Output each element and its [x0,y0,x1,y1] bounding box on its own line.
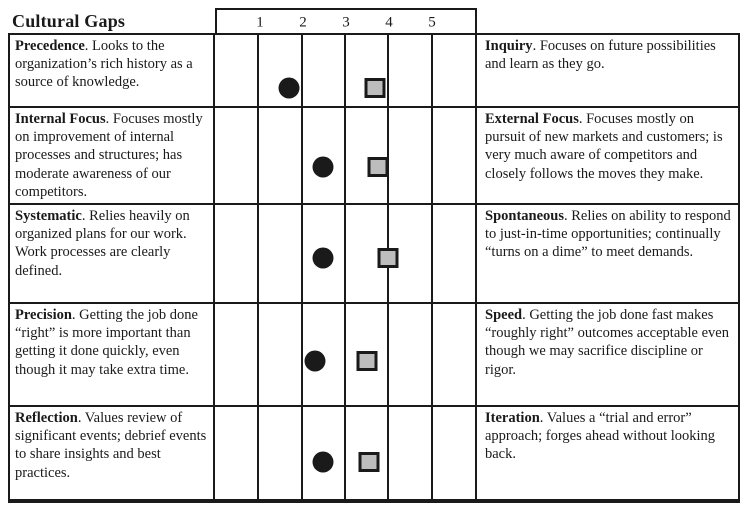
grid-line [257,108,259,203]
grid-line [301,205,303,302]
left-description-term: Precedence [15,38,85,54]
header-title-cell [8,8,215,33]
right-description [477,108,738,203]
right-description-term: Spontaneous [485,208,564,224]
scale-grid [215,304,477,405]
right-description-term: Iteration [485,410,540,426]
right-description-text: . Getting the job done fast makes “roughly right” outcomes acceptable even though we may sacrifice discipline or rigor. [485,307,729,378]
cultural-gaps-table [8,8,740,503]
scale-label: 1 [256,14,264,31]
table-row [10,304,738,407]
header-spacer [477,8,740,33]
square-marker [356,351,377,371]
grid-line [344,205,346,302]
left-description-text: . Values review of significant events; debrief events to share insights and best practices. [15,410,207,481]
square-marker [365,78,386,98]
grid-line [387,108,389,203]
circle-marker [313,452,334,473]
left-description-term: Systematic [15,208,82,224]
circle-marker [278,77,299,98]
table-row [10,35,738,108]
scale-grid [215,407,477,499]
left-description [10,35,215,106]
header-row [8,8,740,33]
right-description [477,205,738,302]
circle-marker [313,156,334,177]
grid-line [257,205,259,302]
grid-line [431,304,433,405]
table-row [10,108,738,205]
right-description-term: Inquiry [485,38,533,54]
grid-line [257,35,259,106]
right-description [477,304,738,405]
grid-line [431,35,433,106]
grid-line [301,407,303,499]
scale-grid [215,205,477,302]
table-row [10,407,738,499]
square-marker [378,248,399,268]
table-body [8,33,740,503]
grid-line [257,407,259,499]
scale-grid [215,35,477,106]
left-description-term: Reflection [15,410,78,426]
circle-marker [313,248,334,269]
square-marker [358,452,379,472]
right-description [477,35,738,106]
grid-line [344,304,346,405]
grid-line [431,108,433,203]
grid-line [344,407,346,499]
grid-line [257,304,259,405]
scale-grid [215,108,477,203]
grid-line [301,304,303,405]
left-description-text: . Relies heavily on organized plans for our work. Work processes are clearly defined. [15,208,190,279]
table-row [10,205,738,304]
grid-line [301,35,303,106]
scale-header [215,8,477,33]
right-description-text: . Focuses on future possibilities and learn as they go. [485,38,716,73]
right-description-text: . Relies on ability to respond to just-in-time opportunities; continually “turns on a dime” to meet demands. [485,208,731,261]
grid-line [301,108,303,203]
grid-line [387,407,389,499]
left-description [10,304,215,405]
left-description [10,205,215,302]
grid-line [344,108,346,203]
grid-line [431,407,433,499]
circle-marker [304,350,325,371]
left-description [10,108,215,203]
left-description [10,407,215,499]
left-description-term: Internal Focus [15,111,106,127]
grid-line [387,35,389,106]
scale-label: 5 [428,14,436,31]
right-description-text: . Focuses mostly on pursuit of new markets and customers; is very much aware of competitors and closely follows the moves they make. [485,111,723,182]
grid-line [387,304,389,405]
page-title: Cultural Gaps [12,11,126,31]
right-description [477,407,738,499]
scale-label: 4 [385,14,393,31]
left-description-term: Precision [15,307,72,323]
right-description-term: External Focus [485,111,579,127]
scale-label: 2 [299,14,307,31]
left-description-text: . Focuses mostly on improvement of internal processes and structures; has moderate awareness of our competitors. [15,111,203,200]
square-marker [367,157,388,177]
grid-line [344,35,346,106]
right-description-text: . Values a “trial and error” approach; forges ahead without looking back. [485,410,716,463]
scale-label: 3 [342,14,350,31]
left-description-text: . Getting the job done “right” is more important than getting it done quickly, even though it may take extra time. [15,307,198,378]
right-description-term: Speed [485,307,523,323]
grid-line [431,205,433,302]
left-description-text: . Looks to the organization’s rich history as a source of knowledge. [15,38,193,91]
